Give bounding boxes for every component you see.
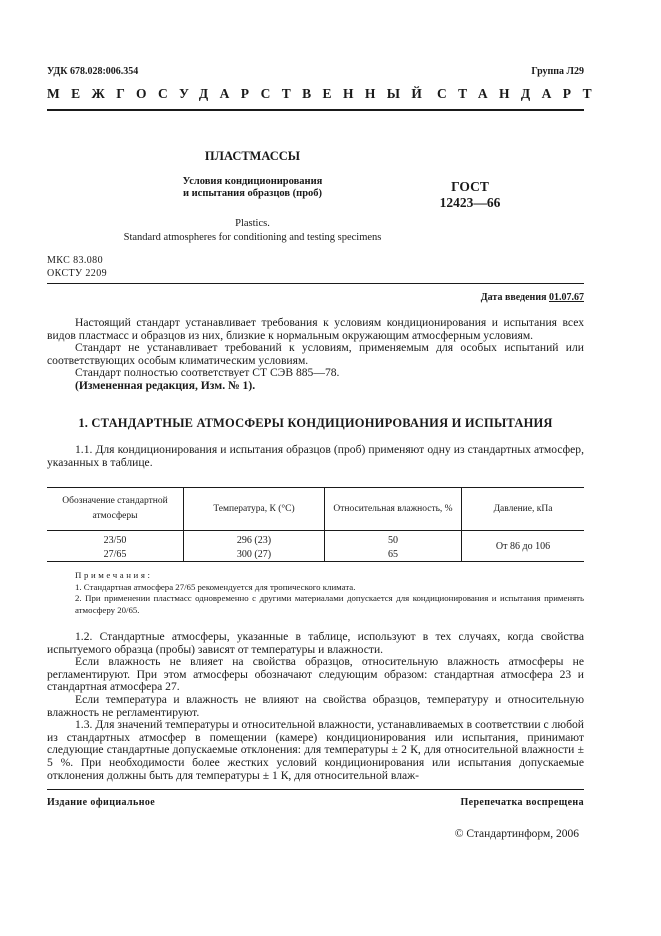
official-edition-label: Издание официальное — [47, 797, 156, 808]
cell-designation: 27/65 — [47, 547, 184, 562]
cell-temperature: 296 (23) — [184, 531, 325, 547]
intro-text — [47, 317, 584, 393]
okstu-code: ОКСТУ 2209 — [47, 268, 108, 279]
clause-1-2-humidity: Если влажность не влияет на свойства образцов, относительную влажность атмосферы не регламентируют. При этом атмосферы обозначают следующим образом: стандартная атмосфера 23 и стандартная атмосфера 27. — [47, 655, 584, 694]
intro-paragraph-3: Стандарт полностью соответствует СТ СЭВ 885—78. — [75, 366, 340, 380]
intro-amendment: (Измененная редакция, Изм. № 1). — [75, 378, 256, 392]
cell-humidity: 65 — [325, 547, 462, 562]
introduction-date — [481, 292, 584, 303]
clause-1-1 — [47, 444, 584, 469]
col-header-temperature: Температура, К (°С) — [184, 488, 325, 531]
clause-1-1-text: 1.1. Для кондиционирования и испытания образцов (проб) применяют одну из стандартных атмосфер, указанных в таблице. — [47, 443, 584, 469]
title-english-line1: Plastics. — [235, 218, 270, 229]
group-code: Группа Л29 — [531, 66, 584, 77]
body-text — [47, 631, 584, 782]
mks-code: МКС 83.080 — [47, 255, 103, 266]
section-1-heading: 1. СТАНДАРТНЫЕ АТМОСФЕРЫ КОНДИЦИОНИРОВАНИЯ И ИСПЫТАНИЯ — [78, 416, 553, 430]
title-sub — [110, 176, 395, 200]
date-value: 01.07.67 — [549, 292, 584, 303]
clause-1-2: 1.2. Стандартные атмосферы, указанные в таблице, используют в тех случаях, когда свойства испытуемого образца (пробы) зависят от температуры и влажности. — [47, 630, 584, 656]
title-english — [110, 217, 395, 244]
table-notes — [47, 570, 584, 616]
gost-code: 12423—66 — [439, 195, 501, 210]
reprint-prohibited-label: Перепечатка воспрещена — [460, 797, 584, 808]
footer-rule — [47, 789, 584, 790]
notes-header: Примечания: — [75, 570, 153, 580]
table-header-row — [47, 488, 584, 531]
header-rule — [47, 109, 584, 111]
banner-word-standard: СТАНДАРТ — [437, 86, 603, 101]
date-label: Дата введения — [480, 292, 547, 303]
gost-number — [415, 179, 525, 211]
classification-codes — [47, 254, 107, 280]
cell-designation: 23/50 — [103, 535, 127, 546]
copyright-notice: © Стандартинформ, 2006 — [454, 828, 579, 840]
col-header-designation: Обозначение стандартной атмосферы — [47, 488, 184, 531]
title-english-line2: Standard atmospheres for conditioning and testing specimens — [123, 231, 382, 243]
intro-paragraph-2: Стандарт не устанавливает требований к условиям, применяемым для особых испытаний или соответствующих особым климатическим условиям. — [47, 341, 584, 367]
col-header-pressure: Давление, кПа — [462, 488, 585, 531]
title-sub-line1: Условия кондиционирования — [182, 176, 323, 187]
title-sub-line2: и испытания образцов (проб) — [182, 188, 323, 199]
clause-1-2-temperature: Если температура и влажность не влияют на свойства образцов, температуру и относительную влажность не регламентируют. — [47, 692, 584, 719]
clause-1-3: 1.3. Для значений температуры и относительной влажности, устанавливаемых в соответствии с любой из стандартных атмосфер в помещении (камере) кондиционирования или испытания, принимают следующие стандартные допускаемые отклонения: для температуры ± 2 К, для относительной влажности ± 5 %. При необходимости более жестких условий кондиционирования или испытания допускаемые отклонения должны быть для температуры ± 1 К, для относительной влаж- — [47, 718, 584, 782]
udk-code: УДК 678.028:006.354 — [47, 66, 139, 77]
gost-label: ГОСТ — [451, 179, 489, 194]
cell-humidity: 50 — [325, 531, 462, 547]
cell-pressure: От 86 до 106 — [462, 531, 585, 562]
note-2: 2. При применении пластмасс одновременно с другими материалами допускается для кондиционирования и испытания применять атмосферу 20/65. — [75, 593, 584, 615]
codes-rule — [47, 283, 584, 284]
standard-atmospheres-table — [47, 487, 584, 562]
cell-temperature: 300 (27) — [184, 547, 325, 562]
intro-paragraph-1: Настоящий стандарт устанавливает требования к условиям кондиционирования и испытания всех видов пластмасс и образцов из них, близкие к нормальным окружающим атмосферным условиям. — [47, 316, 584, 342]
title-main: ПЛАСТМАССЫ — [204, 149, 301, 163]
banner-word-interstate: МЕЖГОСУДАРСТВЕННЫЙ — [47, 86, 434, 101]
col-header-humidity: Относительная влажность, % — [325, 488, 462, 531]
table-row — [47, 531, 584, 547]
note-1: 1. Стандартная атмосфера 27/65 рекомендуется для тропического климата. — [75, 581, 356, 592]
